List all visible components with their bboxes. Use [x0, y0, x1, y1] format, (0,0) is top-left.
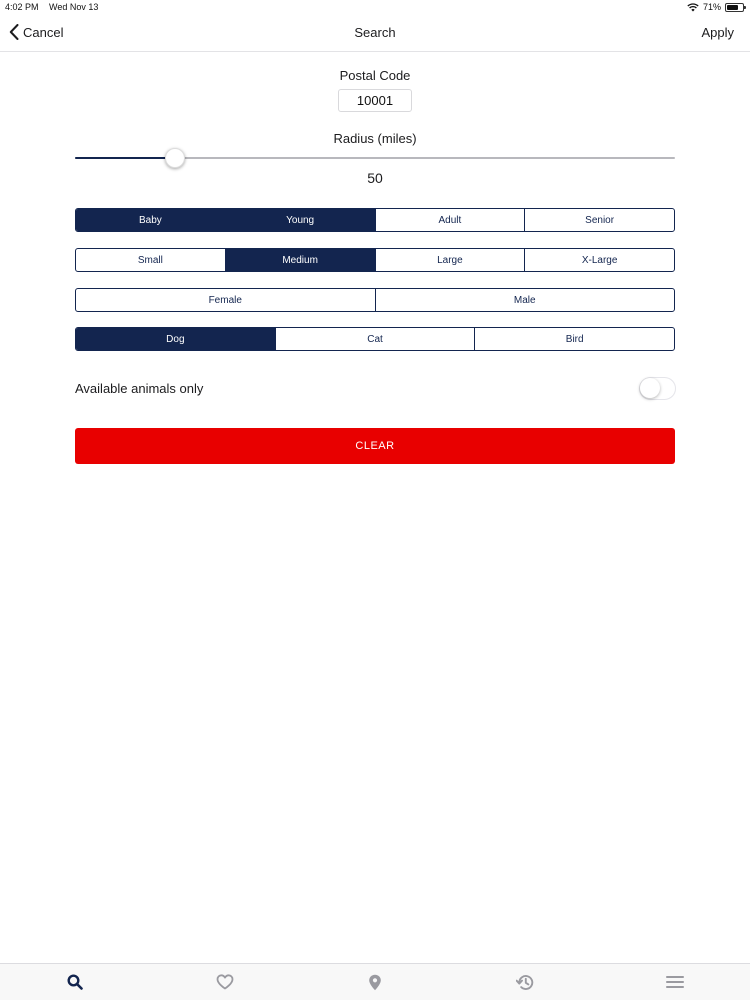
gender-segmented-control — [75, 288, 675, 312]
species-segmented-control — [75, 327, 675, 351]
battery-icon — [725, 3, 744, 12]
gender-option-female[interactable]: Female — [208, 294, 242, 306]
gender-option-male[interactable]: Male — [375, 289, 675, 311]
tab-search[interactable] — [0, 964, 150, 1000]
battery-percent: 71% — [702, 2, 721, 12]
search-icon — [67, 974, 83, 990]
tab-bar — [0, 963, 750, 1000]
postal-code-label: Postal Code — [339, 68, 411, 83]
species-option-cat[interactable]: Cat — [275, 328, 475, 350]
available-animals-label: Available animals only — [75, 381, 204, 396]
postal-code-input[interactable] — [338, 89, 412, 112]
status-date: Wed Nov 13 — [49, 2, 99, 12]
menu-icon — [666, 975, 684, 989]
age-segmented-control — [75, 208, 675, 232]
tab-history[interactable] — [450, 964, 600, 1000]
radius-value: 50 — [367, 170, 383, 186]
age-option-senior[interactable]: Senior — [524, 209, 674, 231]
size-option-medium[interactable]: Medium — [225, 249, 375, 271]
slider-fill — [75, 157, 175, 159]
tab-menu[interactable] — [600, 964, 750, 1000]
age-option-adult[interactable]: Adult — [375, 209, 525, 231]
tab-location[interactable] — [300, 964, 450, 1000]
radius-slider[interactable] — [75, 147, 675, 169]
tab-favorites[interactable] — [150, 964, 300, 1000]
toggle-knob — [640, 378, 660, 398]
status-right — [687, 2, 744, 12]
size-segmented-control — [75, 248, 675, 272]
status-time: 4:02 PM — [5, 2, 39, 12]
battery-fill — [727, 5, 738, 10]
wifi-icon — [687, 3, 699, 12]
nav-bar — [0, 15, 750, 52]
cancel-label: Cancel — [23, 24, 64, 40]
apply-button[interactable]: Apply — [701, 25, 734, 40]
history-icon — [516, 974, 534, 991]
age-option-baby[interactable]: Baby — [76, 209, 225, 231]
location-pin-icon — [368, 974, 382, 991]
species-option-bird[interactable]: Bird — [474, 328, 674, 350]
heart-icon — [216, 974, 234, 990]
page-title: Search — [354, 25, 396, 40]
age-option-young[interactable]: Young — [225, 209, 375, 231]
available-animals-toggle[interactable] — [639, 377, 676, 400]
species-option-dog[interactable]: Dog — [76, 328, 275, 350]
size-option-small[interactable]: Small — [137, 254, 163, 266]
size-option-x-large[interactable]: X-Large — [524, 249, 674, 271]
status-bar — [0, 0, 750, 15]
slider-thumb[interactable] — [165, 148, 185, 168]
radius-label: Radius (miles) — [333, 131, 417, 146]
clear-button[interactable]: CLEAR — [75, 428, 675, 464]
size-option-large[interactable]: Large — [375, 249, 525, 271]
